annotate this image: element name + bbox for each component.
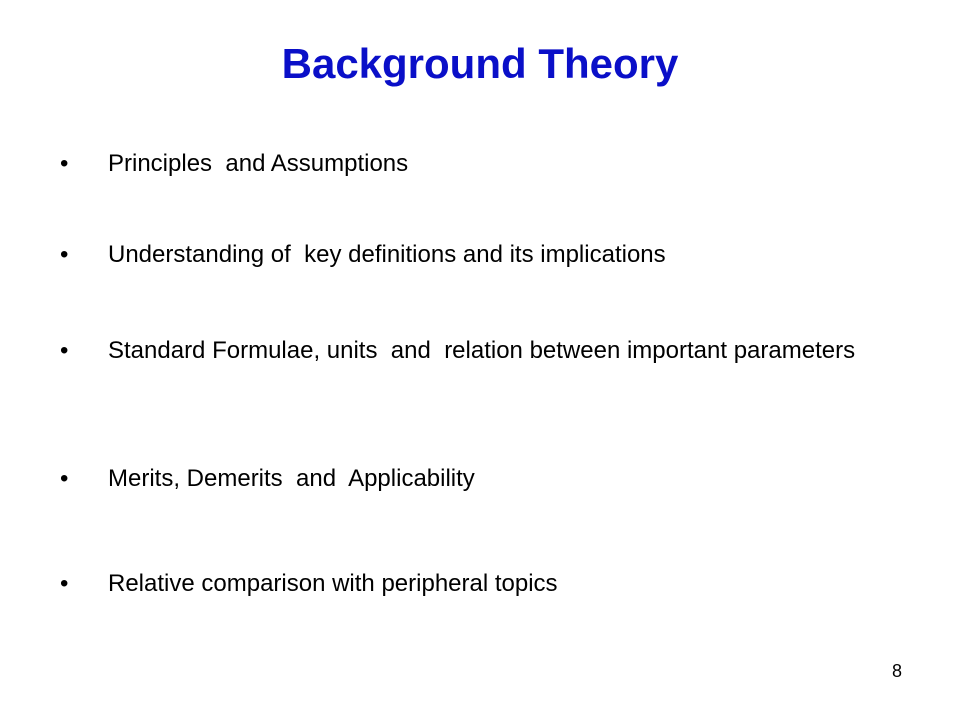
bullet-item: [60, 335, 880, 366]
bullet-item: [60, 568, 880, 599]
bullet-icon: •: [60, 337, 69, 364]
bullet-item: [60, 148, 880, 179]
slide-title: Background Theory: [281, 40, 679, 87]
bullet-text: Principles and Assumptions: [108, 150, 409, 177]
bullet-icon: •: [60, 150, 69, 177]
slide-number: 8: [891, 661, 902, 681]
bullet-text: Standard Formulae, units and relation between important parameters: [108, 337, 856, 364]
bullet-icon: •: [60, 241, 69, 268]
bullet-icon: •: [60, 465, 69, 492]
bullet-item: [60, 239, 880, 270]
bullet-text: Understanding of key definitions and its implications: [108, 241, 666, 268]
bullet-icon: •: [60, 570, 69, 597]
bullet-text: Relative comparison with peripheral topics: [108, 570, 558, 597]
bullet-text: Merits, Demerits and Applicability: [108, 465, 475, 492]
bullet-item: [60, 463, 880, 494]
